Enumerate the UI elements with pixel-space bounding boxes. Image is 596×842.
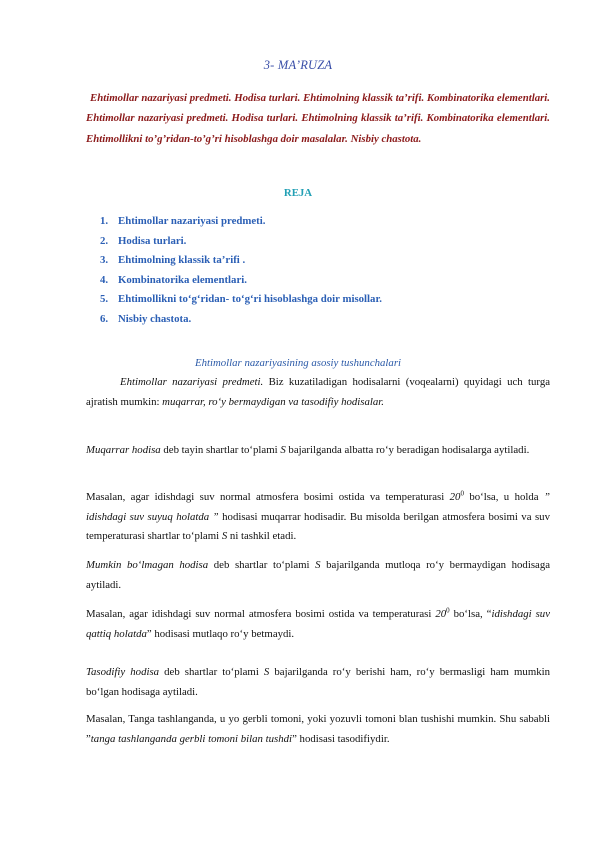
paragraph-text: Masalan, agar idishdagi suv normal atmosfera bosimi ostida va temperaturasi — [86, 608, 436, 620]
paragraph-random-example — [86, 710, 550, 749]
symbol-s: S — [280, 444, 286, 456]
plan-item-number: 4. — [100, 273, 109, 286]
symbol-s: S — [221, 530, 228, 542]
term-subject: Ehtimollar nazariyasi predmeti. — [120, 376, 264, 388]
event-quote: ” idishdagi suv suyuq holatda ” — [86, 491, 550, 523]
plan-item-text: Nisbiy chastota. — [118, 312, 192, 325]
term-random-event: Tasodifiy hodisa — [86, 666, 160, 678]
paragraph-text: deb shartlar to‘plami — [159, 666, 264, 678]
symbol-s: S — [315, 559, 321, 571]
paragraph-text: bajarilganda albatta ro‘y beradigan hodisalarga aytiladi. — [285, 444, 530, 456]
plan-item — [100, 232, 382, 252]
paragraph-text: bo‘lsa, “ — [449, 608, 492, 620]
paragraph-text: deb tayin shartlar to‘plami — [160, 444, 281, 456]
lecture-title: 3- MA’RUZA — [263, 58, 333, 72]
plan-item-number: 1. — [100, 215, 109, 227]
event-quote: idishdagi suv qattiq holatda — [86, 608, 550, 640]
plan-item — [100, 310, 382, 330]
temperature-value: 20 — [449, 491, 461, 503]
degree-superscript: 0 — [460, 489, 464, 498]
plan-item-text: Kombinatorika elementlari. — [118, 273, 247, 286]
term-impossible-event: Mumkin bo‘lmagan hodisa — [86, 559, 209, 571]
degree-superscript: 0 — [446, 606, 450, 615]
paragraph-certain-event — [86, 441, 550, 461]
plan-heading: REJA — [283, 187, 313, 199]
plan-item-text: Ehtimollar nazariyasi predmeti. — [118, 215, 266, 227]
symbol-s: S — [263, 666, 270, 678]
section-heading: Ehtimollar nazariyasining asosiy tushunchalari — [194, 357, 402, 369]
paragraph-certain-example — [86, 488, 550, 547]
paragraph-text: Masalan, agar idishdagi suv normal atmosfera bosimi ostida va temperaturasi — [86, 491, 450, 503]
plan-item-text: Ehtimolning klassik ta’rifi . — [118, 254, 246, 266]
paragraph-text: hodisasi muqarrar hodisadir. Bu misolda berilgan atmosfera bosimi va suv temperaturasi shartlar to‘plami — [86, 510, 550, 542]
temperature-value: 20 — [435, 608, 447, 620]
paragraph-text: ni tashkil etadi. — [227, 530, 297, 542]
paragraph-text: bo‘lsa, u holda — [463, 491, 544, 503]
plan-item — [100, 290, 382, 310]
plan-item-text: Hodisa turlari. — [118, 234, 187, 247]
plan-item — [100, 212, 382, 232]
event-quote: tanga tashlanganda gerbli tomoni bilan tushdi — [90, 732, 293, 745]
paragraph-impossible-event — [86, 556, 550, 595]
paragraph-text: Masalan, Tanga tashlanganda, u yo gerbli tomoni, yoki yozuvli tomoni blan tushishi mumkin. Shu sababli ” — [86, 713, 550, 745]
paragraph-text: bajarilganda mutloqa ro‘y bermaydigan hodisaga aytiladi. — [86, 559, 551, 591]
paragraph-text: deb shartlar to‘plami — [208, 559, 316, 571]
plan-item-text: Ehtimollikni to‘g‘ridan- to‘g‘ri hisoblashga doir misollar. — [118, 293, 382, 305]
plan-item-number: 5. — [100, 293, 109, 305]
plan-item-number: 3. — [100, 254, 109, 266]
plan-item — [100, 251, 382, 271]
lecture-topics-summary: Ehtimollar nazariyasi predmeti. Hodisa turlari. Ehtimolning klassik ta’rifi. Kombinatorika elementlari. Ehtimollar nazariyasi predmeti. Hodisa turlari. Ehtimolning klassik ta’rifi. Kombinatorika elementlari. Ehtimollikni to’g’ridan-to’g’ri hisoblashga doir masalalar. Nisbiy chastota. — [86, 92, 550, 145]
paragraph-subject — [86, 373, 550, 412]
term-certain-event: Muqarrar hodisa — [86, 444, 161, 456]
paragraph-text: ” hodisasi mutlaqo ro‘y betmaydi. — [146, 627, 295, 640]
plan-item-number: 2. — [100, 234, 109, 247]
plan-list — [100, 212, 382, 329]
plan-item — [100, 271, 382, 291]
paragraph-text: Biz kuzatiladigan hodisalarni (voqealarni) quyidagi uch turga ajratish mumkin: — [86, 376, 551, 408]
paragraph-text: bajarilganda ro‘y berishi ham, ro‘y bermasligi ham mumkin bo‘lgan hodisaga aytiladi. — [86, 666, 551, 698]
paragraph-text: ” hodisasi tasodifiydir. — [292, 732, 390, 745]
paragraph-random-event — [86, 663, 550, 702]
event-types: muqarrar, ro‘y bermaydigan va tasodifiy hodisalar. — [162, 395, 385, 408]
plan-item-number: 6. — [100, 312, 109, 325]
paragraph-impossible-example — [86, 605, 550, 644]
